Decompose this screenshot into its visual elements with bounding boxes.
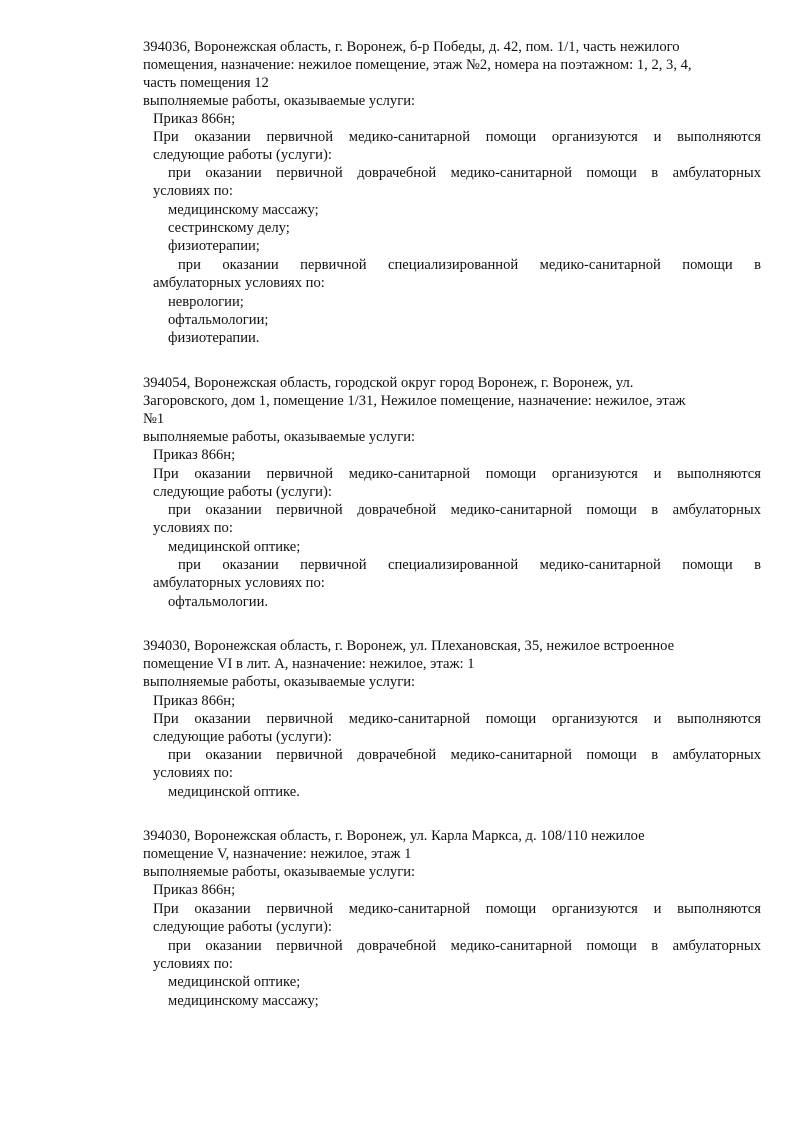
group-heading: условиях по:	[153, 183, 233, 199]
service-item: физиотерапии;	[168, 238, 260, 254]
service-item: медицинскому массажу;	[168, 202, 319, 218]
intro-text: При оказании первичной медико-санитарной помощи организуются и выполняются	[153, 466, 761, 482]
service-item: медицинскому массажу;	[168, 993, 319, 1009]
works-heading: выполняемые работы, оказываемые услуги:	[143, 93, 416, 109]
address-line: Загоровского, дом 1, помещение 1/31, Нежилое помещение, назначение: нежилое, этаж	[143, 393, 686, 409]
group-heading: при оказании первичной специализированной медико-санитарной помощи в	[178, 557, 761, 573]
address-line: 394036, Воронежская область, г. Воронеж, б-р Победы, д. 42, пом. 1/1, часть нежилого	[143, 39, 680, 55]
order-reference: Приказ 866н;	[153, 693, 236, 709]
service-item: офтальмологии;	[168, 312, 269, 328]
intro-text: следующие работы (услуги):	[153, 919, 332, 935]
group-heading: амбулаторных условиях по:	[153, 575, 325, 591]
address-line: 394054, Воронежская область, городской округ город Воронеж, г. Воронеж, ул.	[143, 375, 634, 391]
address-line: №1	[143, 411, 165, 427]
group-heading: условиях по:	[153, 956, 233, 972]
intro-text: При оказании первичной медико-санитарной помощи организуются и выполняются	[153, 901, 761, 917]
order-reference: Приказ 866н;	[153, 111, 236, 127]
address-line: 394030, Воронежская область, г. Воронеж, ул. Плехановская, 35, нежилое встроенное	[143, 638, 675, 654]
works-heading: выполняемые работы, оказываемые услуги:	[143, 864, 416, 880]
service-item: физиотерапии.	[168, 330, 260, 346]
group-heading: при оказании первичной доврачебной медико-санитарной помощи в амбулаторных	[168, 747, 761, 763]
group-heading: условиях по:	[153, 520, 233, 536]
intro-text: При оказании первичной медико-санитарной помощи организуются и выполняются	[153, 129, 761, 145]
works-heading: выполняемые работы, оказываемые услуги:	[143, 674, 416, 690]
order-reference: Приказ 866н;	[153, 882, 236, 898]
address-line: помещения, назначение: нежилое помещение, этаж №2, номера на поэтажном: 1, 2, 3, 4,	[143, 57, 692, 73]
address-line: 394030, Воронежская область, г. Воронеж, ул. Карла Маркса, д. 108/110 нежилое	[143, 828, 645, 844]
group-heading: при оказании первичной доврачебной медико-санитарной помощи в амбулаторных	[168, 938, 761, 954]
group-heading: условиях по:	[153, 765, 233, 781]
intro-text: При оказании первичной медико-санитарной помощи организуются и выполняются	[153, 711, 761, 727]
works-heading: выполняемые работы, оказываемые услуги:	[143, 429, 416, 445]
intro-text: следующие работы (услуги):	[153, 484, 332, 500]
service-item: офтальмологии.	[168, 594, 269, 610]
intro-text: следующие работы (услуги):	[153, 147, 332, 163]
address-line: часть помещения 12	[143, 75, 269, 91]
service-item: медицинской оптике;	[168, 539, 301, 555]
group-heading: при оказании первичной доврачебной медико-санитарной помощи в амбулаторных	[168, 165, 761, 181]
group-heading: при оказании первичной специализированной медико-санитарной помощи в	[178, 257, 761, 273]
address-line: помещение V, назначение: нежилое, этаж 1	[143, 846, 412, 862]
address-line: помещение VI в лит. А, назначение: нежилое, этаж: 1	[143, 656, 475, 672]
service-item: медицинской оптике.	[168, 784, 300, 800]
service-item: сестринскому делу;	[168, 220, 290, 236]
group-heading: при оказании первичной доврачебной медико-санитарной помощи в амбулаторных	[168, 502, 761, 518]
service-item: медицинской оптике;	[168, 974, 301, 990]
order-reference: Приказ 866н;	[153, 447, 236, 463]
intro-text: следующие работы (услуги):	[153, 729, 332, 745]
service-item: неврологии;	[168, 294, 244, 310]
group-heading: амбулаторных условиях по:	[153, 275, 325, 291]
